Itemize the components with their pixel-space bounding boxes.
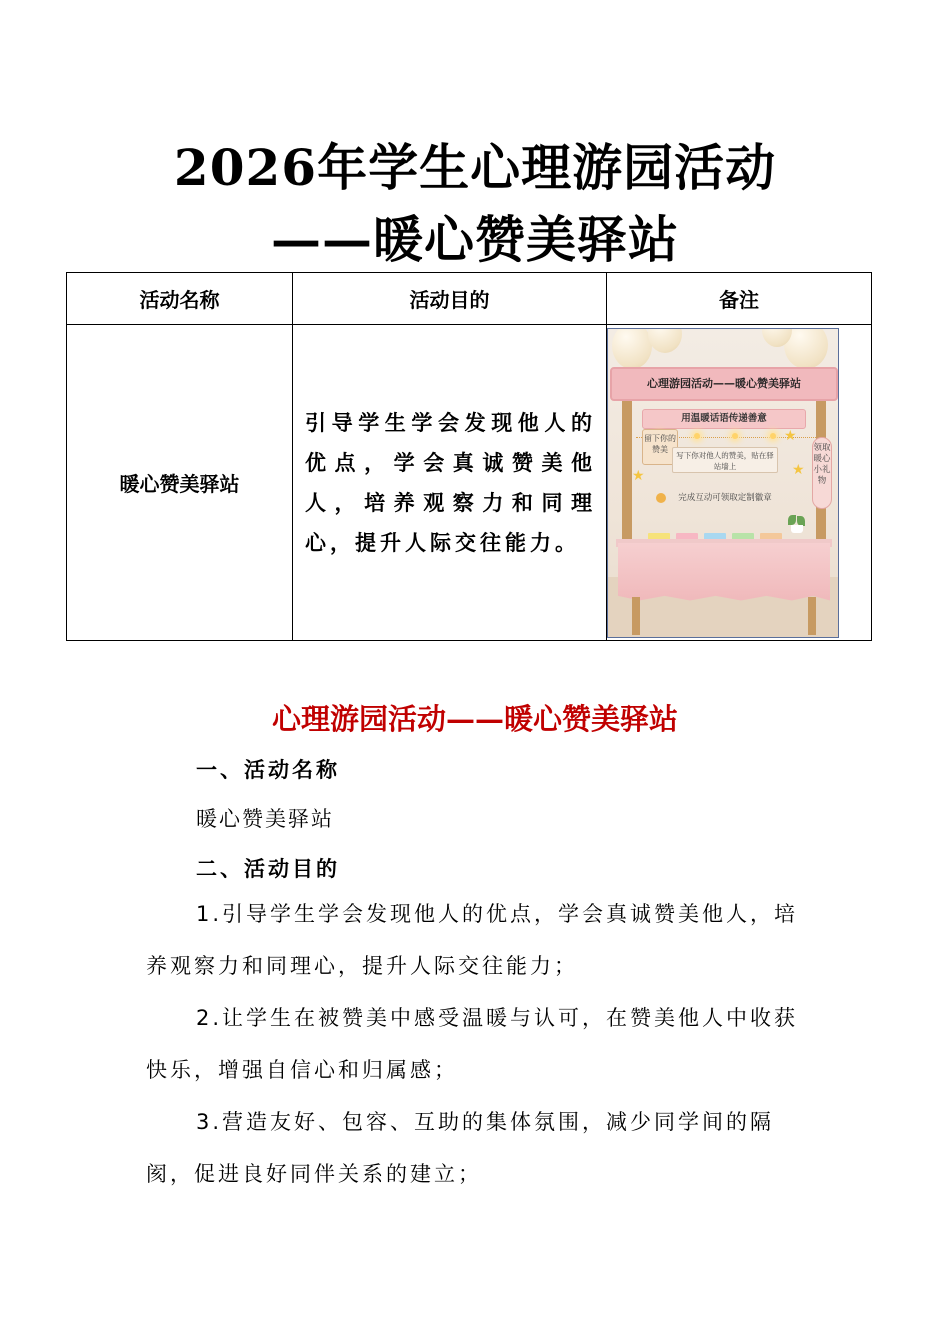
balloon (648, 328, 682, 353)
section-title: 心理游园活动——暖心赞美驿站 (271, 702, 678, 736)
left-tag: 留下你的赞美 (642, 429, 678, 465)
list-item: 2.让学生在被赞美中感受温暖与认可，在赞美他人中收获快乐，增强自信心和归属感； (146, 1006, 799, 1082)
list-item: 3.营造友好、包容、互助的集体氛围，减少同学间的隔阂，促进良好同伴关系的建立； (146, 1110, 775, 1186)
activity-name-text: 暖心赞美驿站 (196, 807, 334, 831)
plant-icon (786, 515, 808, 533)
booth-illustration (607, 328, 839, 638)
star-icon: ★ (792, 461, 805, 478)
table-header-row (67, 273, 872, 325)
cell-activity-goal: 引导学生学会发现他人的优点，学会真诚赞美他人，培养观察力和同理心，提升人际交往能力。 (293, 325, 607, 641)
star-icon: ★ (632, 467, 645, 484)
plant-pot (791, 525, 803, 533)
cell-remarks (607, 325, 872, 641)
table-cloth (618, 543, 830, 601)
header-activity-name: 活动名称 (67, 273, 293, 325)
header-remarks: 备注 (607, 273, 872, 325)
list-item: 1.引导学生学会发现他人的优点，学会真诚赞美他人，培养观察力和同理心，提升人际交往能力； (146, 902, 799, 978)
booth-sub-banner: 用温暖话语传递善意 (642, 409, 806, 429)
leaf (788, 515, 796, 525)
goal-list (146, 888, 814, 1200)
star-icon: ★ (784, 427, 797, 444)
light-bulb (694, 433, 700, 439)
cell-activity-name: 暖心赞美驿站 (67, 325, 293, 641)
table-leg (632, 597, 640, 635)
table-leg (808, 597, 816, 635)
heading-activity-name: 一、活动名称 (196, 758, 340, 782)
booth-banner: 心理游园活动——暖心赞美驿站 (610, 367, 838, 401)
page-title-line1: 2026年学生心理游园活动 (173, 138, 777, 197)
booth-caption: 完成互动可领取定制徽章 (678, 492, 772, 503)
page-title-line2: ——暖心赞美驿站 (271, 210, 679, 269)
light-bulb (770, 433, 776, 439)
booth-post-left (622, 389, 632, 549)
balloon (612, 328, 652, 369)
activity-table (66, 272, 872, 641)
light-bulb (732, 433, 738, 439)
table-row (67, 325, 872, 641)
message-board: 写下你对他人的赞美，贴在驿站墙上 (672, 447, 778, 473)
heading-activity-goal: 二、活动目的 (196, 857, 340, 881)
header-activity-goal: 活动目的 (293, 273, 607, 325)
right-tag: 领取暖心小礼物 (812, 437, 832, 509)
